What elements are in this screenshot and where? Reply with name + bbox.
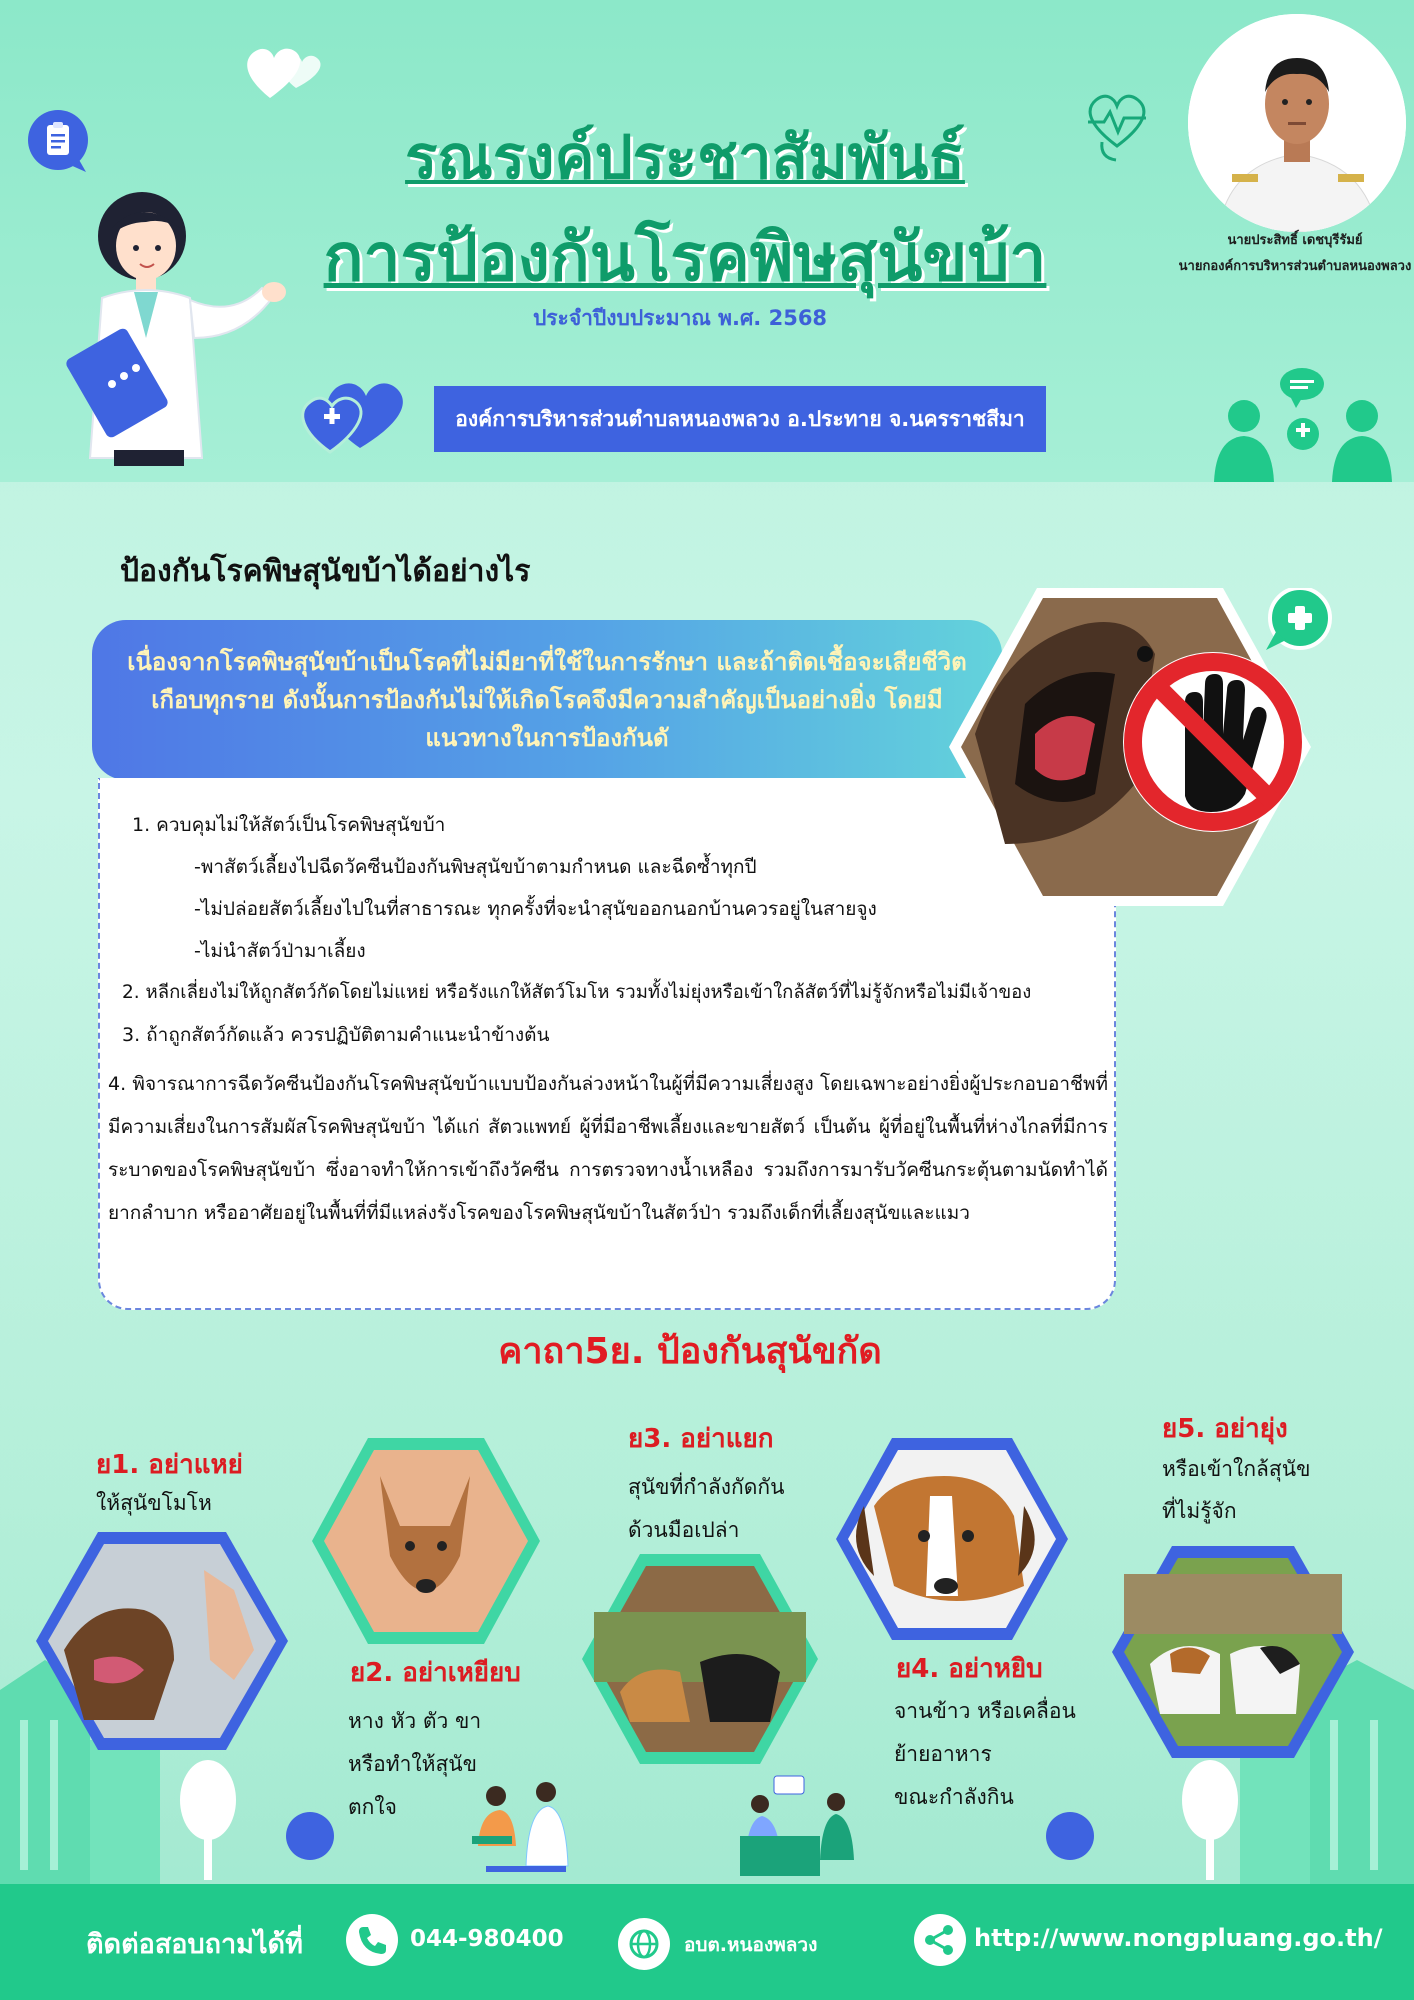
rule-2-text-2: หรือทำให้สุนัข xyxy=(348,1752,477,1776)
rule-4-image xyxy=(834,1436,1070,1642)
campaign-title: รณรงค์ประชาสัมพันธ์ xyxy=(405,123,965,193)
phone-icon xyxy=(346,1914,398,1966)
rule-1-text: ให้สุนัขโมโห xyxy=(96,1491,212,1515)
heartbeat-icon xyxy=(1080,84,1154,164)
share-icon xyxy=(914,1914,966,1966)
contact-label: ติดต่อสอบถามได้ที่ xyxy=(86,1929,303,1960)
list-item: 2. หลีกเลี่ยงไม่ให้ถูกสัตว์กัดโดยไม่แหย่ หรือรังแกให้สัตว์โมโห รวมทั้งไม่ยุ่งหรือเข้าใกล้สัตว์ที่ไม่รู้จักหรือไม่มีเจ้าของ xyxy=(122,982,1032,1003)
rule-3-title: ย3. อย่าแยก xyxy=(628,1424,774,1454)
rule-1-image xyxy=(34,1530,290,1752)
globe-icon xyxy=(618,1918,670,1970)
medical-cross-icon xyxy=(1262,588,1332,650)
list-item: 1. ควบคุมไม่ให้สัตว์เป็นโรคพิษสุนัขบ้า xyxy=(132,814,446,836)
rule-5-text-2: ที่ไม่รู้จัก xyxy=(1162,1499,1237,1523)
rule-2-text-3: ตกใจ xyxy=(348,1795,397,1819)
list-item: -พาสัตว์เลี้ยงไปฉีดวัคซีนป้องกันพิษสุนัขบ้าตามกำหนด และฉีดซ้ำทุกปี xyxy=(194,856,757,878)
decorative-dot xyxy=(286,1812,334,1860)
website-link[interactable]: http://www.nongpluang.go.th/ xyxy=(974,1924,1383,1952)
clipboard-icon xyxy=(28,110,92,174)
phone-number[interactable]: 044-980400 xyxy=(410,1926,564,1952)
section-heading: ป้องกันโรคพิษสุนัขบ้าได้อย่างไร xyxy=(120,554,531,589)
rule-2-text-1: หาง หัว ตัว ขา xyxy=(348,1709,482,1733)
list-item: 3. ถ้าถูกสัตว์กัดแล้ว ควรปฏิบัติตามคำแนะนำข้างต้น xyxy=(122,1024,550,1046)
share-icon xyxy=(914,1914,966,1966)
rule-2-title: ย2. อย่าเหยียบ xyxy=(350,1658,521,1688)
heart-icon xyxy=(240,36,330,106)
intro-text: เนื่องจากโรคพิษสุนัขบ้าเป็นโรคที่ไม่มียาที่ใช้ในการรักษา และถ้าติดเชื้อจะเสียชีวิตเกือบทุกราย ดังนั้นการป้องกันไม่ให้เกิดโรคจึงมีความสำคัญเป็นอย่างยิ่ง โดยมีแนวทางในการป้องกันดั xyxy=(127,648,967,752)
list-item: -ไม่ปล่อยสัตว์เลี้ยงไปในที่สาธารณะ ทุกครั้งที่จะนำสุนัขออกนอกบ้านควรอยู่ในสายจูง xyxy=(194,898,877,920)
heart-icon xyxy=(290,362,410,458)
mayor-caption xyxy=(1150,228,1414,280)
consultation-illustration xyxy=(740,1774,860,1878)
rule-5-image xyxy=(1110,1544,1356,1760)
rule-4-text-1: จานข้าว หรือเคลื่อน xyxy=(894,1699,1076,1723)
mayor-position: นายกองค์การบริหารส่วนตำบลหนองพลวง xyxy=(1178,259,1412,274)
facebook-page[interactable]: อบต.หนองพลวง xyxy=(684,1934,818,1956)
mayor-name: นายประสิทธิ์ เดชบุรีรัมย์ xyxy=(1227,233,1363,248)
portrait-icon xyxy=(1188,14,1406,232)
rule-1-title: ย1. อย่าแหย่ xyxy=(96,1450,243,1480)
list-item: -ไม่นำสัตว์ป่ามาเลี้ยง xyxy=(194,940,366,962)
mayor-photo xyxy=(1188,14,1406,232)
rule-4-title: ย4. อย่าหยิบ xyxy=(896,1654,1043,1684)
intro-box xyxy=(92,620,1002,780)
rule-3-text-2: ด้วนมือเปล่า xyxy=(628,1518,740,1542)
rule-5-text-1: หรือเข้าใกล้สุนัข xyxy=(1162,1457,1311,1481)
fiscal-year: ประจำปีงบประมาณ พ.ศ. 2568 xyxy=(532,306,828,330)
phone-icon xyxy=(346,1914,398,1966)
rule-5-title: ย5. อย่ายุ่ง xyxy=(1162,1414,1288,1444)
rule-3-text-1: สุนัขที่กำลังกัดกัน xyxy=(628,1475,785,1499)
vet-illustration xyxy=(466,1776,576,1876)
list-item-4: 4. พิจารณาการฉีดวัคซีนป้องกันโรคพิษสุนัขบ้าแบบป้องกันล่วงหน้าในผู้ที่มีความเสี่ยงสูง โดยเฉพาะอย่างยิ่งผู้ประกอบอาชีพที่มีความเสี่ยงในการสัมผัสโรคพิษสุนัขบ้า ได้แก่ สัตวแพทย์ ผู้ที่มีอาชีพเลี้ยงและขายสัตว์ เป็นต้น ผู้ที่อยู่ในพื้นที่ห่างไกลที่มีการระบาดของโรคพิษสุนัขบ้า ซึ่งอาจทำให้การเข้าถึงวัคซีน การตรวจทางน้ำเหลือง รวมถึงการมารับวัคซีนกระตุ้นตามนัดทำได้ยากลำบาก หรืออาศัยอยู่ในพื้นที่ที่มีแหล่งรังโรคของโรคพิษสุนัขบ้าในสัตว์ป่า รวมถึงเด็กที่เลี้ยงสุนัขและแมว xyxy=(108,1073,1108,1224)
decorative-dot xyxy=(1046,1812,1094,1860)
globe-icon xyxy=(618,1918,670,1970)
rule-4-text-2: ย้ายอาหาร xyxy=(894,1742,992,1766)
rule-4-text-3: ขณะกำลังกิน xyxy=(894,1785,1014,1809)
organization-banner: องค์การบริหารส่วนตำบลหนองพลวง อ.ประทาย จ.นครราชสีมา xyxy=(434,386,1046,452)
warning-image xyxy=(945,584,1315,910)
rule-2-image xyxy=(310,1436,542,1646)
rules-heading: คาถา5ย. ป้องกันสุนัขกัด xyxy=(498,1331,882,1372)
people-icon xyxy=(1210,364,1400,482)
rule-3-image xyxy=(580,1552,820,1766)
main-title: การป้องกันโรคพิษสุนัขบ้า xyxy=(323,218,1047,296)
